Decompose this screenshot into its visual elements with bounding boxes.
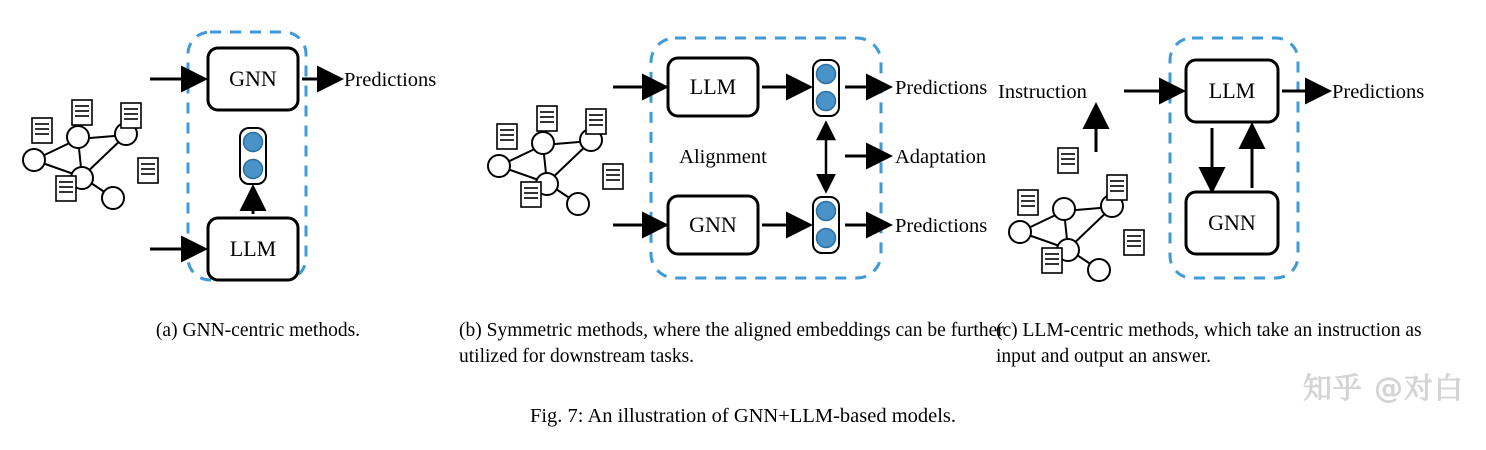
graph-with-documents-icon — [23, 100, 158, 209]
panel-a-diagram — [0, 0, 470, 310]
llm-block-label: LLM — [689, 74, 737, 99]
figure-title: Fig. 7: An illustration of GNN+LLM-based models. — [529, 405, 957, 427]
llm-block — [1186, 60, 1278, 122]
panel-c-caption: (c) LLM-centric methods, which take an instruction as input and output an answer. — [996, 320, 1422, 367]
graph-with-documents-icon — [488, 106, 623, 215]
predictions-label-bottom: Predictions — [895, 215, 988, 237]
gnn-block — [208, 48, 298, 110]
panel-a-caption: (a) GNN-centric methods. — [155, 320, 361, 341]
embedding-vector-icon — [240, 128, 266, 184]
panel-b-caption: (b) Symmetric methods, where the aligned embeddings can be further utilized for downstream tasks. — [459, 320, 1004, 367]
gnn-block — [1186, 192, 1278, 254]
panel-c-diagram — [990, 0, 1486, 310]
gnn-block — [668, 196, 758, 254]
gnn-block-label: GNN — [1208, 210, 1256, 235]
instruction-label: Instruction — [998, 81, 1087, 103]
watermark-text: 知乎 @对白 — [1302, 371, 1464, 405]
graph-with-documents-icon — [1009, 148, 1144, 281]
llm-block — [668, 58, 758, 116]
embedding-vector-icon-bottom — [813, 197, 839, 253]
gnn-block-label: GNN — [229, 66, 277, 91]
llm-block — [208, 218, 298, 280]
predictions-label: Predictions — [1332, 81, 1425, 103]
embedding-vector-icon-top — [813, 60, 839, 116]
gnn-block-label: GNN — [689, 212, 737, 237]
adaptation-label: Adaptation — [895, 146, 987, 168]
predictions-label-top: Predictions — [895, 77, 988, 99]
alignment-label: Alignment — [679, 146, 767, 168]
predictions-label: Predictions — [344, 69, 437, 91]
panel-b-diagram — [455, 0, 1015, 310]
llm-block-label: LLM — [229, 236, 277, 261]
llm-block-label: LLM — [1208, 78, 1256, 103]
